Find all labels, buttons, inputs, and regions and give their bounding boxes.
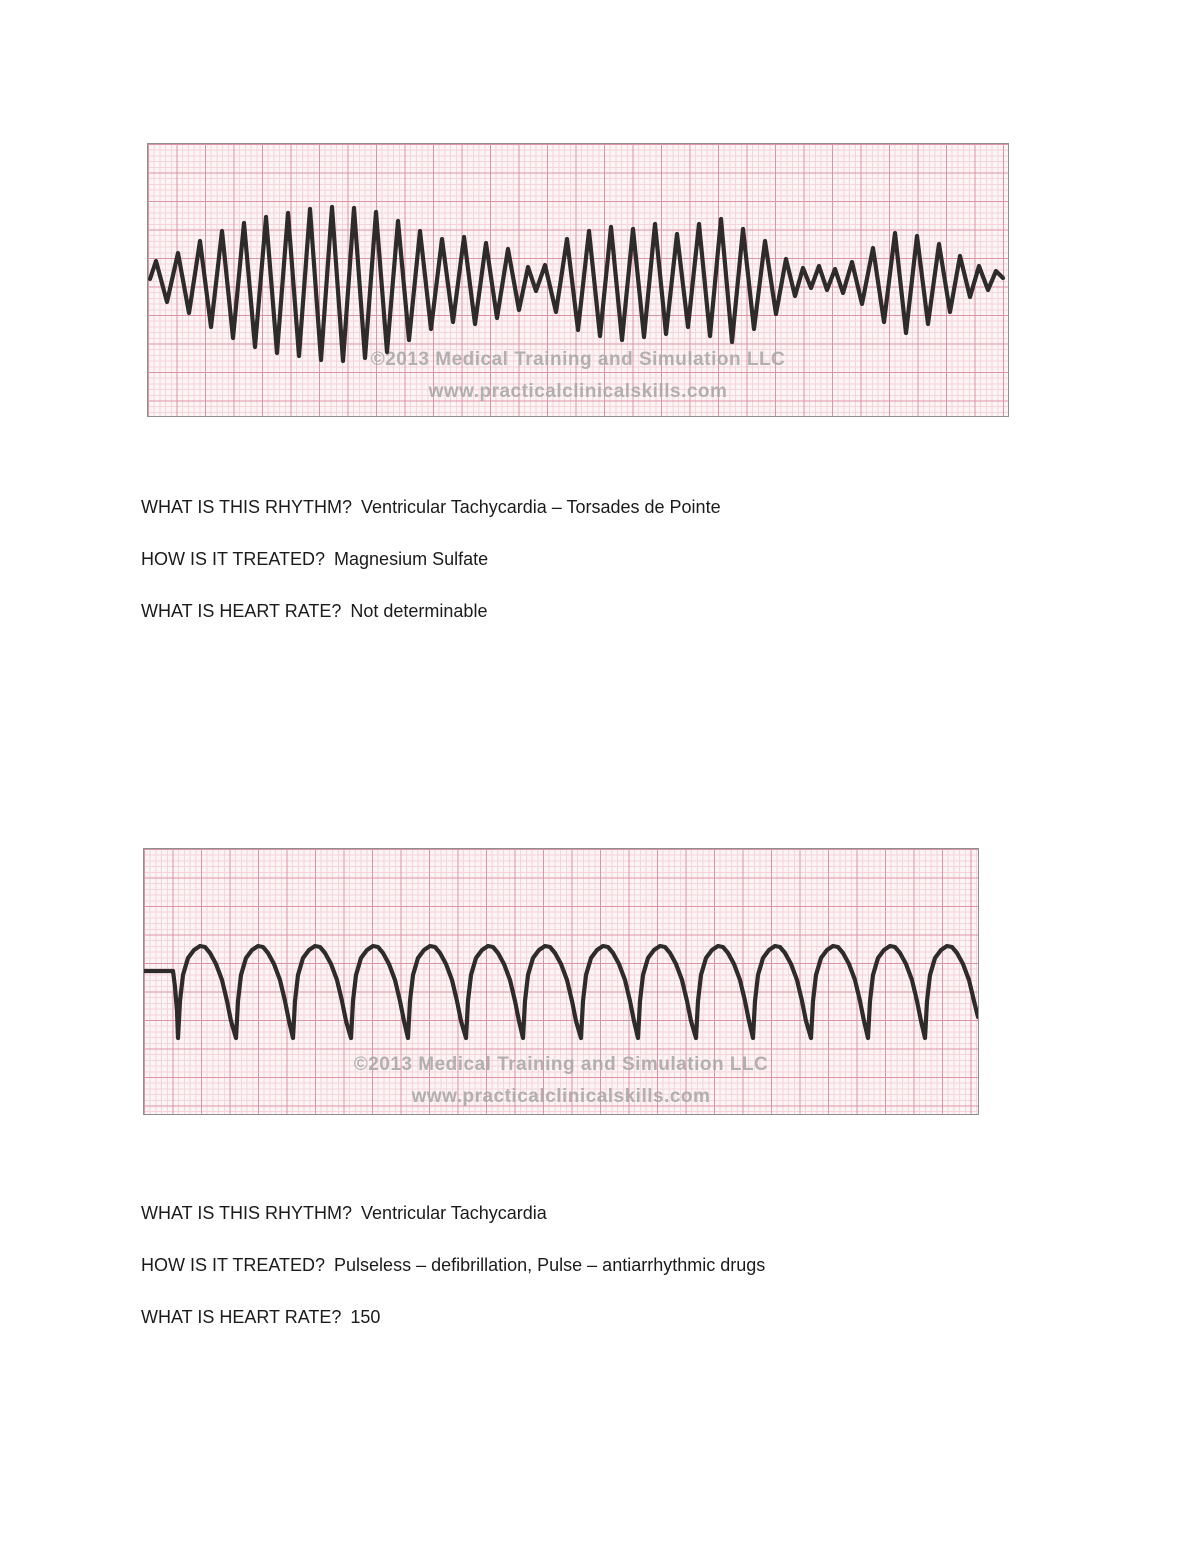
torsades-waveform-svg [148, 144, 1008, 416]
vtach-waveform-svg [144, 849, 978, 1114]
torsades-waveform-trace [150, 207, 1003, 361]
qa-line-heart-rate [141, 599, 721, 623]
qa-line-heart-rate [141, 1305, 765, 1329]
vtach-waveform-trace [144, 946, 978, 1038]
question-rhythm-label: WHAT IS THIS RHYTHM? [141, 1203, 353, 1223]
answer-heart-rate-text: 150 [350, 1307, 381, 1327]
answer-rhythm-text: Ventricular Tachycardia [361, 1203, 547, 1223]
answer-heart-rate-text: Not determinable [350, 601, 488, 621]
answer-treatment-text: Magnesium Sulfate [334, 549, 489, 569]
qa-line-rhythm [141, 495, 721, 519]
qa-block-vtach [141, 1201, 765, 1357]
question-treatment-label: HOW IS IT TREATED? [141, 549, 326, 569]
answer-treatment-text: Pulseless – defibrillation, Pulse – antiarrhythmic drugs [334, 1255, 766, 1275]
qa-line-rhythm [141, 1201, 765, 1225]
answer-rhythm-text: Ventricular Tachycardia – Torsades de Pointe [361, 497, 721, 517]
watermark-copyright-line: ©2013 Medical Training and Simulation LLC [370, 349, 786, 370]
ecg-strip-vtach [143, 848, 979, 1115]
question-treatment-label: HOW IS IT TREATED? [141, 1255, 326, 1275]
qa-line-treatment [141, 547, 721, 571]
question-rhythm-label: WHAT IS THIS RHYTHM? [141, 497, 353, 517]
qa-block-torsades [141, 495, 721, 651]
watermark-url-line: www.practicalclinicalskills.com [428, 381, 728, 402]
qa-line-treatment [141, 1253, 765, 1277]
question-heart-rate-label: WHAT IS HEART RATE? [141, 601, 342, 621]
watermark-url-line: www.practicalclinicalskills.com [411, 1086, 711, 1107]
ecg-strip-torsades [147, 143, 1009, 417]
watermark-copyright-line: ©2013 Medical Training and Simulation LLC [353, 1054, 769, 1075]
question-heart-rate-label: WHAT IS HEART RATE? [141, 1307, 342, 1327]
